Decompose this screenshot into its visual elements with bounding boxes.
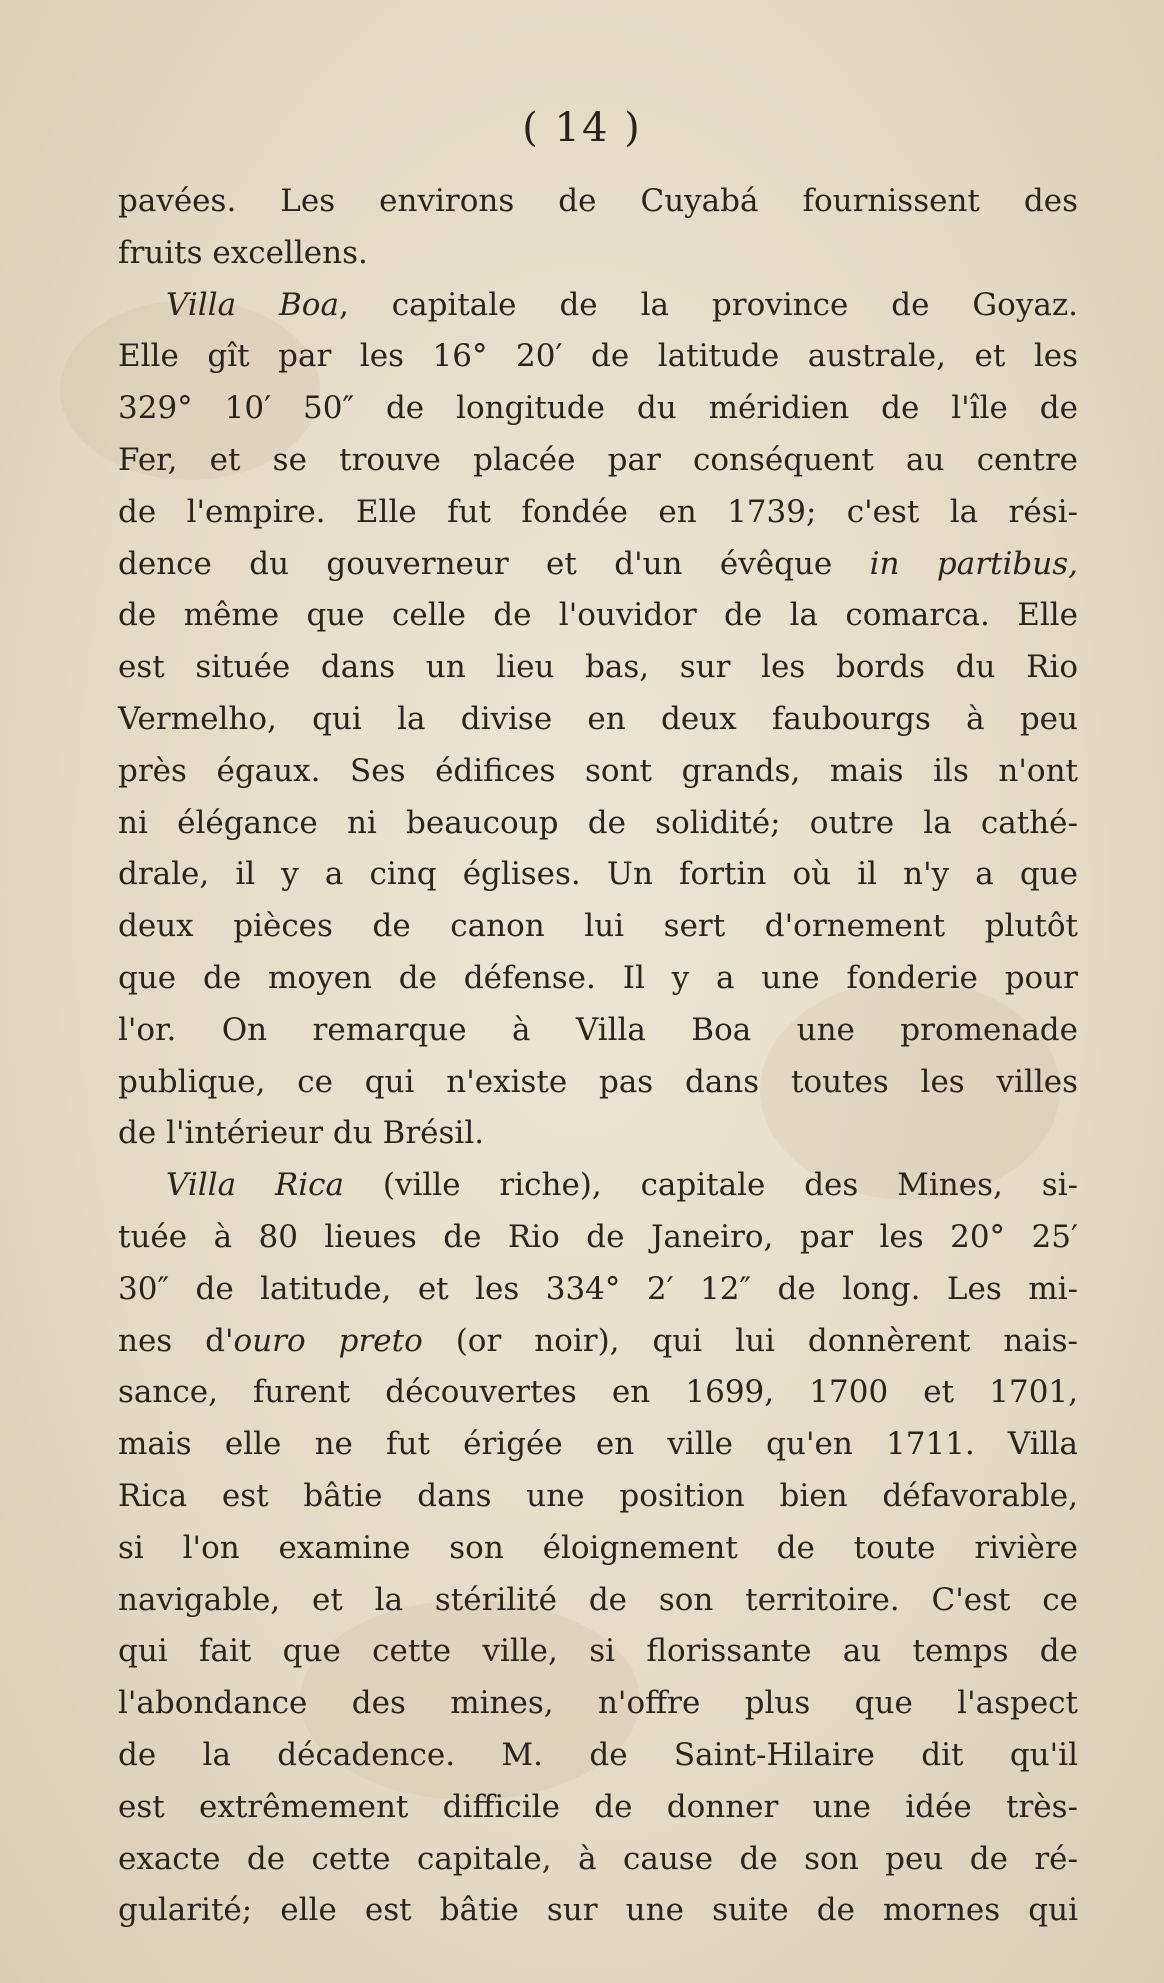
text-line	[118, 383, 1078, 435]
italic-phrase: ouro preto	[233, 1322, 423, 1359]
line-text: nes d'	[118, 1322, 234, 1359]
text-line	[118, 590, 1078, 642]
text-line	[118, 1471, 1078, 1523]
line-text: de l'empire. Elle fut fondée en 1739; c'est la rési-	[118, 493, 1078, 530]
text-line	[118, 1419, 1078, 1471]
text-line	[118, 849, 1078, 901]
line-text: 30″ de latitude, et les 334° 2′ 12″ de long. Les mi-	[118, 1270, 1078, 1307]
line-text: (ville riche), capitale des Mines, si-	[344, 1167, 1078, 1204]
text-line	[118, 539, 1078, 591]
line-text: de la décadence. M. de Saint-Hilaire dit qu'il	[118, 1736, 1078, 1773]
text-line	[118, 1782, 1078, 1834]
text-line	[118, 642, 1078, 694]
text-line	[118, 1212, 1078, 1264]
text-line	[118, 487, 1078, 539]
text-line	[118, 1678, 1078, 1730]
line-text: navigable, et la stérilité de son territoire. C'est ce	[118, 1581, 1078, 1618]
text-line	[118, 435, 1078, 487]
text-line	[118, 1316, 1078, 1368]
text-line	[118, 1108, 1078, 1160]
line-text: de même que celle de l'ouvidor de la comarca. Elle	[118, 597, 1078, 634]
line-text: , capitale de la province de Goyaz.	[338, 286, 1078, 323]
text-line	[118, 746, 1078, 798]
line-text: tuée à 80 lieues de Rio de Janeiro, par les 20° 25′	[118, 1218, 1078, 1255]
page-body-text	[118, 176, 1078, 1937]
text-line	[118, 331, 1078, 383]
line-text: que de moyen de défense. Il y a une fonderie pour	[118, 959, 1078, 996]
line-text: est extrêmement difficile de donner une idée très-	[118, 1788, 1078, 1825]
line-text: l'or. On remarque à Villa Boa une promenade	[118, 1011, 1078, 1048]
text-line	[118, 798, 1078, 850]
italic-place-name: Villa Boa	[166, 286, 339, 323]
line-text: près égaux. Ses édifices sont grands, mais ils n'ont	[118, 752, 1078, 789]
text-line	[118, 694, 1078, 746]
line-text: exacte de cette capitale, à cause de son peu de ré-	[118, 1840, 1078, 1877]
italic-phrase: in partibus,	[832, 545, 1078, 582]
text-line	[118, 1160, 1078, 1212]
text-line	[118, 1626, 1078, 1678]
line-text: sance, furent découvertes en 1699, 1700 et 1701,	[118, 1374, 1078, 1411]
text-line	[118, 1005, 1078, 1057]
line-text: l'abondance des mines, n'offre plus que l'aspect	[118, 1685, 1078, 1722]
line-text: ni élégance ni beaucoup de solidité; outre la cathé-	[118, 804, 1078, 841]
line-text: drale, il y a cinq églises. Un fortin où il n'y a que	[118, 856, 1078, 893]
text-line	[118, 953, 1078, 1005]
text-line	[118, 1057, 1078, 1109]
text-line	[118, 1834, 1078, 1886]
line-text: mais elle ne fut érigée en ville qu'en 1711. Villa	[118, 1426, 1078, 1463]
text-line	[118, 1730, 1078, 1782]
text-line	[118, 228, 1078, 280]
line-text: gularité; elle est bâtie sur une suite de mornes qui	[118, 1892, 1078, 1929]
line-text: Elle gît par les 16° 20′ de latitude australe, et les	[118, 338, 1078, 375]
line-text: publique, ce qui n'existe pas dans toutes les villes	[118, 1063, 1078, 1100]
line-text: deux pièces de canon lui sert d'ornement plutôt	[118, 908, 1078, 945]
line-text: Vermelho, qui la divise en deux faubourgs à peu	[118, 700, 1078, 737]
italic-place-name: Villa Rica	[166, 1167, 345, 1204]
line-text: qui fait que cette ville, si florissante au temps de	[118, 1633, 1078, 1670]
line-text: si l'on examine son éloignement de toute rivière	[118, 1529, 1078, 1566]
line-text: de l'intérieur du Brésil.	[118, 1115, 485, 1152]
text-line	[118, 176, 1078, 228]
page-number: ( 14 )	[522, 105, 642, 151]
text-line	[118, 1264, 1078, 1316]
line-text: est située dans un lieu bas, sur les bords du Rio	[118, 649, 1078, 686]
line-text: 329° 10′ 50″ de longitude du méridien de l'île de	[118, 390, 1078, 427]
text-line	[118, 1575, 1078, 1627]
line-text: Fer, et se trouve placée par conséquent au centre	[118, 441, 1078, 478]
text-line	[118, 901, 1078, 953]
text-line	[118, 1885, 1078, 1937]
line-text: fruits excellens.	[118, 234, 368, 271]
line-text: Rica est bâtie dans une position bien défavorable,	[118, 1477, 1078, 1514]
text-line	[118, 1523, 1078, 1575]
line-text-after: (or noir), qui lui donnèrent nais-	[422, 1322, 1078, 1359]
text-line	[118, 1367, 1078, 1419]
text-line	[118, 280, 1078, 332]
line-text: pavées. Les environs de Cuyabá fournissent des	[118, 183, 1078, 219]
line-text: dence du gouverneur et d'un évêque	[118, 545, 833, 582]
